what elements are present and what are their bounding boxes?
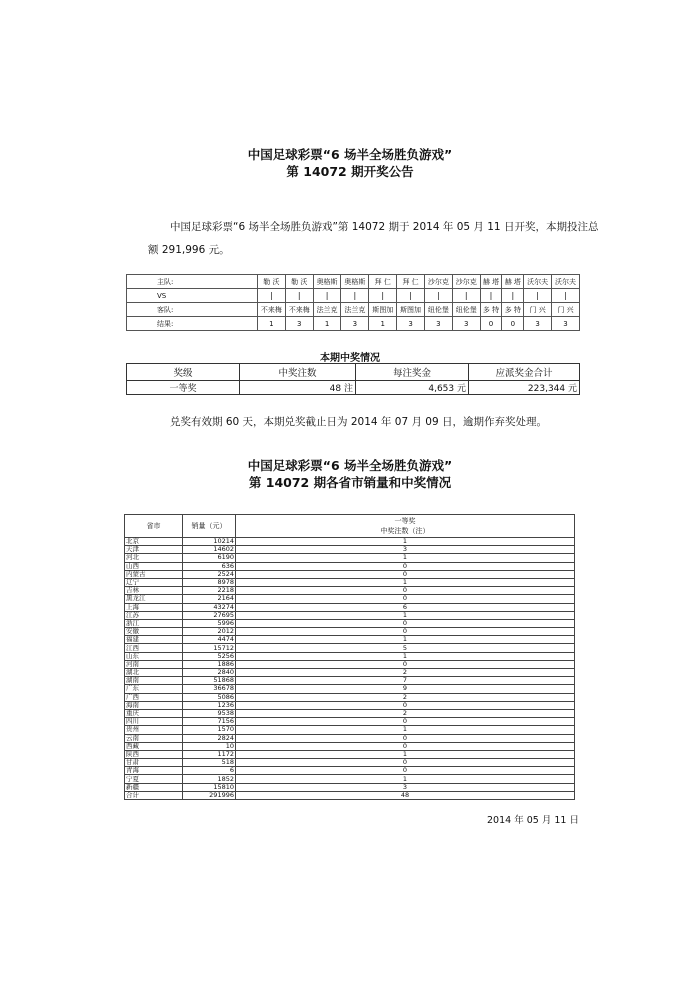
sales-cell: 2840 [183, 669, 236, 677]
vs-divider: | [524, 289, 552, 303]
winners-cell: 2 [236, 693, 575, 701]
province-cell: 甘肃 [125, 759, 183, 767]
sales-cell: 1852 [183, 775, 236, 783]
vs-divider: | [502, 289, 524, 303]
sales-cell: 518 [183, 759, 236, 767]
table-row [125, 685, 575, 693]
table-row [125, 734, 575, 742]
province-cell: 海南 [125, 701, 183, 709]
table-row [125, 570, 575, 578]
winners-cell: 0 [236, 742, 575, 750]
winners-cell: 0 [236, 767, 575, 775]
province-cell: 内蒙古 [125, 570, 183, 578]
home-team: 沃尔夫 [524, 275, 552, 289]
province-cell: 广西 [125, 693, 183, 701]
table-row [125, 709, 575, 717]
table-row [125, 783, 575, 791]
sales-cell: 10214 [183, 538, 236, 546]
vs-divider: | [424, 289, 452, 303]
away-label: 客队: [127, 303, 258, 317]
table-row [125, 546, 575, 554]
home-row [127, 275, 580, 289]
sales-cell: 43274 [183, 603, 236, 611]
table-row [125, 603, 575, 611]
vs-label: VS [127, 289, 258, 303]
province-cell: 安徽 [125, 628, 183, 636]
match-result: 3 [285, 317, 313, 331]
match-table [126, 274, 580, 331]
winners-cell: 0 [236, 759, 575, 767]
winners-cell: 6 [236, 603, 575, 611]
sales-header-sales: 销量（元） [183, 515, 236, 538]
province-cell: 广东 [125, 685, 183, 693]
sales-cell: 10 [183, 742, 236, 750]
winners-cell: 1 [236, 750, 575, 758]
winners-cell: 48 [236, 791, 575, 799]
sales-table [124, 514, 575, 800]
winners-cell: 7 [236, 677, 575, 685]
winners-cell: 0 [236, 718, 575, 726]
announcement-paragraph-line1: 中国足球彩票“6 场半全场胜负游戏”第 14072 期于 2014 年 05 月 11 日开奖，本期投注总 [170, 221, 599, 233]
redemption-notice: 兑奖有效期 60 天，本期兑奖截止日为 2014 年 07 月 09 日，逾期作弃奖处理。 [170, 416, 548, 428]
table-row [125, 562, 575, 570]
province-cell: 西藏 [125, 742, 183, 750]
sales-header-province: 省市 [125, 515, 183, 538]
table-row [125, 669, 575, 677]
sales-cell: 1172 [183, 750, 236, 758]
table-row [125, 578, 575, 586]
away-team: 斯图加 [397, 303, 425, 317]
sales-cell: 636 [183, 562, 236, 570]
winners-cell: 3 [236, 546, 575, 554]
sales-cell: 9538 [183, 709, 236, 717]
sales-cell: 7156 [183, 718, 236, 726]
winners-cell: 0 [236, 660, 575, 668]
table-row [125, 587, 575, 595]
match-result: 1 [313, 317, 341, 331]
province-cell: 辽宁 [125, 578, 183, 586]
sales-cell: 1886 [183, 660, 236, 668]
vs-divider: | [397, 289, 425, 303]
prize-heading: 本期中奖情况 [320, 353, 380, 364]
province-cell: 上海 [125, 603, 183, 611]
table-row [125, 726, 575, 734]
match-result: 3 [341, 317, 369, 331]
province-cell: 北京 [125, 538, 183, 546]
prize-header-level: 奖级 [127, 364, 240, 381]
prize-count: 48 注 [240, 381, 356, 395]
table-row-total [125, 791, 575, 799]
province-cell: 黑龙江 [125, 595, 183, 603]
result-row [127, 317, 580, 331]
home-team: 奥格斯 [341, 275, 369, 289]
province-cell: 河北 [125, 554, 183, 562]
province-cell: 天津 [125, 546, 183, 554]
prize-table [126, 363, 580, 395]
province-cell: 湖南 [125, 677, 183, 685]
table-row [125, 554, 575, 562]
away-team: 法兰克 [313, 303, 341, 317]
winners-cell: 1 [236, 652, 575, 660]
winners-cell: 1 [236, 538, 575, 546]
match-result: 3 [524, 317, 552, 331]
match-result: 1 [369, 317, 397, 331]
sales-cell: 36678 [183, 685, 236, 693]
home-team: 沙尔克 [424, 275, 452, 289]
sales-cell: 2012 [183, 628, 236, 636]
winners-cell: 3 [236, 783, 575, 791]
vs-divider: | [452, 289, 480, 303]
vs-divider: | [480, 289, 502, 303]
result-label: 结果: [127, 317, 258, 331]
match-result: 1 [258, 317, 286, 331]
prize-level: 一等奖 [127, 381, 240, 395]
province-cell: 江苏 [125, 611, 183, 619]
prize-row [127, 381, 580, 395]
province-cell: 吉林 [125, 587, 183, 595]
winners-cell: 1 [236, 611, 575, 619]
winners-cell: 1 [236, 726, 575, 734]
sales-cell: 15712 [183, 644, 236, 652]
sales-cell: 15810 [183, 783, 236, 791]
province-cell: 山西 [125, 562, 183, 570]
home-team: 赫 塔 [502, 275, 524, 289]
sales-cell: 14602 [183, 546, 236, 554]
prize-per: 4,653 元 [356, 381, 469, 395]
match-result: 3 [397, 317, 425, 331]
sales-cell: 2164 [183, 595, 236, 603]
table-row [125, 611, 575, 619]
away-team: 门 兴 [524, 303, 552, 317]
prize-header-count: 中奖注数 [240, 364, 356, 381]
winners-cell: 0 [236, 701, 575, 709]
away-team: 不来梅 [258, 303, 286, 317]
match-result: 3 [452, 317, 480, 331]
vs-row [127, 289, 580, 303]
vs-divider: | [258, 289, 286, 303]
home-team: 奥格斯 [313, 275, 341, 289]
sales-header-prize-top: 一等奖 [394, 517, 416, 525]
match-result: 0 [502, 317, 524, 331]
province-cell: 河南 [125, 660, 183, 668]
home-label: 主队: [127, 275, 258, 289]
province-cell: 贵州 [125, 726, 183, 734]
sales-subtitle: 第 14072 期各省市销量和中奖情况 [248, 475, 452, 490]
winners-cell: 1 [236, 775, 575, 783]
sales-title: 中国足球彩票“6 场半全场胜负游戏” [247, 458, 453, 473]
winners-cell: 0 [236, 595, 575, 603]
away-team: 门 兴 [552, 303, 580, 317]
province-cell: 云南 [125, 734, 183, 742]
away-team: 纽伦堡 [424, 303, 452, 317]
away-team: 斯图加 [369, 303, 397, 317]
announcement-subtitle: 第 14072 期开奖公告 [286, 164, 414, 179]
sales-cell: 51868 [183, 677, 236, 685]
home-team: 沙尔克 [452, 275, 480, 289]
table-row [125, 775, 575, 783]
table-row [125, 652, 575, 660]
sales-cell: 6190 [183, 554, 236, 562]
prize-header-total: 应派奖金合计 [469, 364, 580, 381]
winners-cell: 1 [236, 554, 575, 562]
table-row [125, 595, 575, 603]
away-row [127, 303, 580, 317]
province-cell: 陕西 [125, 750, 183, 758]
match-result: 3 [424, 317, 452, 331]
sales-body [125, 538, 575, 800]
table-row [125, 718, 575, 726]
sales-cell: 27695 [183, 611, 236, 619]
prize-total: 223,344 元 [469, 381, 580, 395]
province-cell: 湖北 [125, 669, 183, 677]
home-team: 拜 仁 [397, 275, 425, 289]
vs-divider: | [369, 289, 397, 303]
province-cell: 重庆 [125, 709, 183, 717]
vs-divider: | [341, 289, 369, 303]
match-result: 0 [480, 317, 502, 331]
vs-divider: | [552, 289, 580, 303]
table-row [125, 636, 575, 644]
sales-cell: 6 [183, 767, 236, 775]
table-row [125, 750, 575, 758]
province-cell: 浙江 [125, 619, 183, 627]
winners-cell: 0 [236, 562, 575, 570]
table-row [125, 628, 575, 636]
province-cell: 新疆 [125, 783, 183, 791]
table-row [125, 767, 575, 775]
province-cell: 福建 [125, 636, 183, 644]
announcement-paragraph-line2: 额 291,996 元。 [148, 244, 230, 256]
winners-cell: 2 [236, 709, 575, 717]
winners-cell: 5 [236, 644, 575, 652]
table-row [125, 619, 575, 627]
table-row [125, 693, 575, 701]
away-team: 多 特 [480, 303, 502, 317]
winners-cell: 0 [236, 628, 575, 636]
sales-cell: 2824 [183, 734, 236, 742]
winners-cell: 0 [236, 734, 575, 742]
winners-cell: 0 [236, 570, 575, 578]
prize-header-per: 每注奖金 [356, 364, 469, 381]
home-team: 拜 仁 [369, 275, 397, 289]
table-row [125, 701, 575, 709]
winners-cell: 1 [236, 636, 575, 644]
table-row [125, 759, 575, 767]
table-row [125, 538, 575, 546]
home-team: 赫 塔 [480, 275, 502, 289]
away-team: 法兰克 [341, 303, 369, 317]
winners-cell: 0 [236, 587, 575, 595]
home-team: 勒 沃 [285, 275, 313, 289]
sales-cell: 2524 [183, 570, 236, 578]
match-result: 3 [552, 317, 580, 331]
province-cell: 江西 [125, 644, 183, 652]
sales-cell: 5086 [183, 693, 236, 701]
sales-header-prize-sub: 中奖注数（注） [380, 527, 430, 535]
sales-cell: 5996 [183, 619, 236, 627]
sales-cell: 1570 [183, 726, 236, 734]
home-team: 勒 沃 [258, 275, 286, 289]
announcement-title: 中国足球彩票“6 场半全场胜负游戏” [247, 147, 453, 162]
away-team: 不来梅 [285, 303, 313, 317]
winners-cell: 0 [236, 619, 575, 627]
province-cell: 宁夏 [125, 775, 183, 783]
winners-cell: 1 [236, 578, 575, 586]
province-cell: 青海 [125, 767, 183, 775]
table-row [125, 677, 575, 685]
away-team: 纽伦堡 [452, 303, 480, 317]
sales-cell: 291996 [183, 791, 236, 799]
sales-cell: 4474 [183, 636, 236, 644]
sales-date: 2014 年 05 月 11 日 [487, 815, 579, 826]
sales-cell: 8978 [183, 578, 236, 586]
winners-cell: 9 [236, 685, 575, 693]
winners-cell: 2 [236, 669, 575, 677]
sales-cell: 5256 [183, 652, 236, 660]
province-cell: 合计 [125, 791, 183, 799]
home-team: 沃尔夫 [552, 275, 580, 289]
away-team: 多 特 [502, 303, 524, 317]
vs-divider: | [285, 289, 313, 303]
sales-cell: 1236 [183, 701, 236, 709]
vs-divider: | [313, 289, 341, 303]
province-cell: 四川 [125, 718, 183, 726]
table-row [125, 660, 575, 668]
table-row [125, 644, 575, 652]
sales-header-prize [236, 515, 575, 538]
sales-cell: 2218 [183, 587, 236, 595]
province-cell: 山东 [125, 652, 183, 660]
table-row [125, 742, 575, 750]
